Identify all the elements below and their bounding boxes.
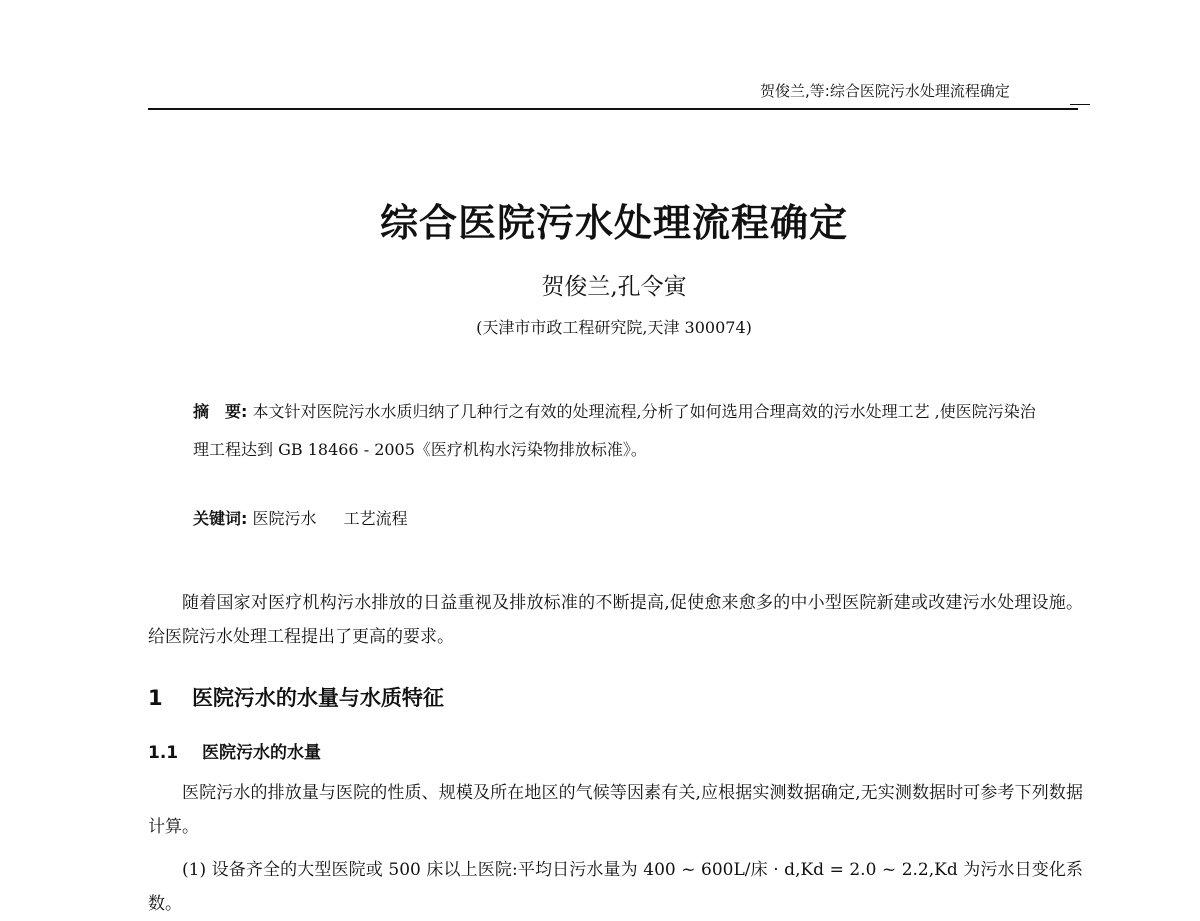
keywords-label: 关键词: xyxy=(193,509,248,528)
header-rule-stub xyxy=(1070,104,1090,105)
abstract xyxy=(193,393,1043,469)
abstract-label: 摘 要: xyxy=(193,402,248,421)
header-rule xyxy=(148,108,1078,110)
paper-title: 综合医院污水处理流程确定 xyxy=(379,201,848,245)
intro-paragraph: 随着国家对医疗机构污水排放的日益重视及排放标准的不断提高,促使愈来愈多的中小型医院新建或改建污水处理设施。给医院污水处理工程提出了更高的要求。 xyxy=(148,593,1083,647)
section-heading xyxy=(148,682,444,712)
subsection-title: 医院污水的水量 xyxy=(202,743,322,763)
subsection-heading xyxy=(148,738,321,763)
affiliation: (天津市市政工程研究院,天津 300074) xyxy=(476,318,752,337)
section-number: 1 xyxy=(148,686,163,710)
abstract-text: 本文针对医院污水水质归纳了几种行之有效的处理流程,分析了如何选用合理高效的污水处理工艺 ,使医院污染治理工程达到 GB 18466 - 2005《医疗机构水污染物排放标准》。 xyxy=(193,402,1036,459)
list-item: (1) 设备齐全的大型医院或 500 床以上医院:平均日污水量为 400 ~ 600L/床 · d,Kd = 2.0 ~ 2.2,Kd 为污水日变化系数。 xyxy=(148,860,1083,914)
keyword-item: 医院污水 xyxy=(252,509,317,528)
keyword-item: 工艺流程 xyxy=(343,509,408,528)
subsection-number: 1.1 xyxy=(148,743,179,763)
water-volume-paragraph: 医院污水的排放量与医院的性质、规模及所在地区的气候等因素有关,应根据实测数据确定,无实测数据时可参考下列数据计算。 xyxy=(148,783,1083,837)
running-head: 贺俊兰,等:综合医院污水处理流程确定 xyxy=(760,82,1010,100)
keywords xyxy=(193,506,1043,529)
authors: 贺俊兰,孔令寅 xyxy=(541,274,687,300)
section-title: 医院污水的水量与水质特征 xyxy=(191,686,444,710)
